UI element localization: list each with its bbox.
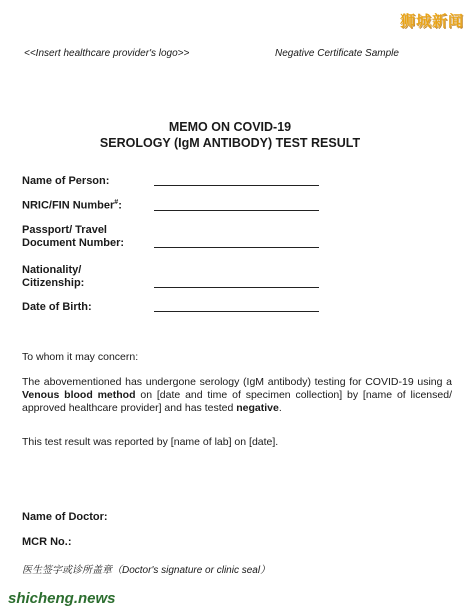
- nationality-label-line1: Nationality/: [22, 264, 82, 276]
- nric-fin-text: NRIC/FIN Number: [22, 199, 115, 212]
- nric-footnote-mark: #: [114, 199, 119, 206]
- memo-title-line2: SEROLOGY (IgM ANTIBODY) TEST RESULT: [99, 136, 361, 150]
- name-of-person-line: [154, 185, 319, 186]
- nationality-line: [154, 287, 319, 288]
- nationality-label-line2: Citizenship:: [22, 277, 85, 289]
- passport-label-line1: Passport/ Travel: [22, 224, 107, 236]
- nric-fin-line: [154, 210, 319, 211]
- passport-label-line2: Document Number:: [22, 237, 125, 249]
- lab-report-line: This test result was reported by [name of lab] on [date].: [22, 436, 279, 448]
- logo-placeholder: <<Insert healthcare provider's logo>>: [24, 48, 190, 59]
- method-emphasis: Venous blood method: [22, 389, 136, 401]
- nric-colon: :: [118, 199, 122, 212]
- nric-fin-label: [22, 199, 122, 212]
- memo-title-line1: MEMO ON COVID-19: [168, 120, 292, 134]
- salutation: To whom it may concern:: [22, 351, 139, 363]
- result-paragraph: [22, 376, 452, 415]
- watermark-top: 狮城新闻: [400, 13, 465, 30]
- name-of-person-label: Name of Person:: [22, 175, 110, 187]
- name-of-doctor-label: Name of Doctor:: [22, 511, 108, 523]
- date-of-birth-label: Date of Birth:: [22, 301, 92, 313]
- date-of-birth-line: [154, 311, 319, 312]
- doctor-signature-note: 医生签字或诊所盖章（Doctor's signature or clinic seal）: [22, 565, 271, 576]
- passport-line: [154, 247, 319, 248]
- result-text-a: The abovementioned has undergone serology (IgM antibody) testing for COVID-19 using a: [22, 376, 452, 388]
- result-text-b: on [date and time of specimen collection] by [name of licensed/ approved healthcare provider] and has tested: [22, 389, 452, 414]
- mcr-number-label: MCR No.:: [22, 536, 72, 548]
- result-negative: negative: [236, 402, 279, 414]
- watermark-bottom: shicheng.news: [8, 590, 116, 607]
- sample-label: Negative Certificate Sample: [275, 48, 399, 59]
- result-text-c: .: [278, 402, 282, 414]
